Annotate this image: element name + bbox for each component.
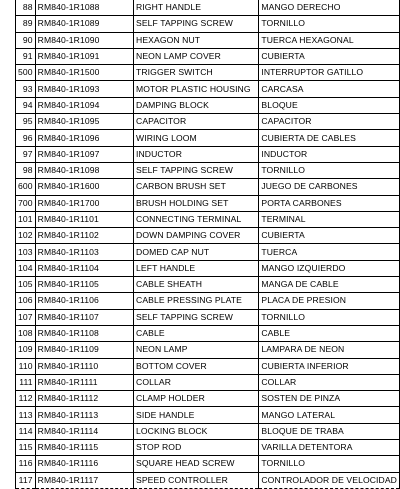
description-en-cell: CABLE [134,325,259,341]
description-es-cell: CUBIERTA [259,228,400,244]
description-es-cell: VARILLA DETENTORA [259,440,400,456]
part-code-cell: RM840-1R1107 [35,309,133,325]
part-code-cell: RM840-1R1102 [35,228,133,244]
part-code-cell: RM840-1R1090 [35,32,133,48]
part-code-cell: RM840-1R1114 [35,423,133,439]
part-code-cell: RM840-1R1106 [35,293,133,309]
description-en-cell: NEON LAMP [134,342,259,358]
part-number-cell: 98 [16,162,36,178]
part-code-cell: RM840-1R1112 [35,391,133,407]
part-number-cell: 93 [16,81,36,97]
table-row [16,65,400,81]
part-code-cell: RM840-1R1095 [35,114,133,130]
table-row [16,97,400,113]
part-number-cell: 96 [16,130,36,146]
description-en-cell: SPEED CONTROLLER [134,472,259,488]
description-en-cell: BOTTOM COVER [134,358,259,374]
description-en-cell: RIGHT HANDLE [134,0,259,16]
description-es-cell: PORTA CARBONES [259,195,400,211]
parts-table [15,0,400,489]
part-number-cell: 110 [16,358,36,374]
part-code-cell: RM840-1R1103 [35,244,133,260]
part-number-cell: 114 [16,423,36,439]
part-number-cell: 88 [16,0,36,16]
description-en-cell: DOMED CAP NUT [134,244,259,260]
part-number-cell: 97 [16,146,36,162]
description-en-cell: MOTOR PLASTIC HOUSING [134,81,259,97]
table-row [16,228,400,244]
description-es-cell: TUERCA [259,244,400,260]
description-es-cell: TUERCA HEXAGONAL [259,32,400,48]
description-en-cell: LOCKING BLOCK [134,423,259,439]
description-en-cell: SELF TAPPING SCREW [134,309,259,325]
description-en-cell: SELF TAPPING SCREW [134,162,259,178]
part-number-cell: 117 [16,472,36,488]
description-es-cell: MANGA DE CABLE [259,277,400,293]
part-code-cell: RM840-1R1109 [35,342,133,358]
description-es-cell: LAMPARA DE NEON [259,342,400,358]
part-number-cell: 108 [16,325,36,341]
part-number-cell: 106 [16,293,36,309]
part-code-cell: RM840-1R1098 [35,162,133,178]
description-es-cell: MANGO IZQUIERDO [259,260,400,276]
description-en-cell: STOP ROD [134,440,259,456]
description-en-cell: SIDE HANDLE [134,407,259,423]
description-en-cell: COLLAR [134,374,259,390]
table-row [16,244,400,260]
part-code-cell: RM840-1R1088 [35,0,133,16]
table-row [16,48,400,64]
description-es-cell: MANGO DERECHO [259,0,400,16]
description-es-cell: CABLE [259,325,400,341]
description-en-cell: WIRING LOOM [134,130,259,146]
table-row [16,81,400,97]
part-number-cell: 103 [16,244,36,260]
part-number-cell: 95 [16,114,36,130]
table-row [16,162,400,178]
description-en-cell: CABLE PRESSING PLATE [134,293,259,309]
part-code-cell: RM840-1R1111 [35,374,133,390]
table-row [16,325,400,341]
part-code-cell: RM840-1R1110 [35,358,133,374]
description-es-cell: JUEGO DE CARBONES [259,179,400,195]
part-number-cell: 105 [16,277,36,293]
description-en-cell: DAMPING BLOCK [134,97,259,113]
table-row [16,456,400,472]
part-number-cell: 112 [16,391,36,407]
part-number-cell: 94 [16,97,36,113]
part-code-cell: RM840-1R1091 [35,48,133,64]
description-es-cell: COLLAR [259,374,400,390]
description-en-cell: CABLE SHEATH [134,277,259,293]
description-en-cell: SQUARE HEAD SCREW [134,456,259,472]
description-en-cell: DOWN DAMPING COVER [134,228,259,244]
part-number-cell: 104 [16,260,36,276]
table-row [16,342,400,358]
table-row [16,293,400,309]
table-row [16,146,400,162]
table-row [16,407,400,423]
description-en-cell: CLAMP HOLDER [134,391,259,407]
table-row [16,130,400,146]
part-code-cell: RM840-1R1116 [35,456,133,472]
part-code-cell: RM840-1R1105 [35,277,133,293]
description-en-cell: CAPACITOR [134,114,259,130]
description-es-cell: INTERRUPTOR GATILLO [259,65,400,81]
table-row [16,114,400,130]
part-code-cell: RM840-1R1113 [35,407,133,423]
table-row [16,0,400,16]
description-es-cell: TERMINAL [259,211,400,227]
part-number-cell: 113 [16,407,36,423]
description-es-cell: INDUCTOR [259,146,400,162]
description-en-cell: CARBON BRUSH SET [134,179,259,195]
description-en-cell: BRUSH HOLDING SET [134,195,259,211]
description-en-cell: TRIGGER SWITCH [134,65,259,81]
table-row [16,16,400,32]
table-row [16,358,400,374]
part-code-cell: RM840-1R1500 [35,65,133,81]
description-en-cell: SELF TAPPING SCREW [134,16,259,32]
part-code-cell: RM840-1R1097 [35,146,133,162]
part-code-cell: RM840-1R1700 [35,195,133,211]
part-number-cell: 500 [16,65,36,81]
description-es-cell: BLOQUE [259,97,400,113]
part-number-cell: 600 [16,179,36,195]
part-code-cell: RM840-1R1101 [35,211,133,227]
description-es-cell: CUBIERTA [259,48,400,64]
description-es-cell: CARCASA [259,81,400,97]
part-number-cell: 90 [16,32,36,48]
part-number-cell: 91 [16,48,36,64]
part-number-cell: 115 [16,440,36,456]
part-code-cell: RM840-1R1115 [35,440,133,456]
description-es-cell: TORNILLO [259,16,400,32]
part-code-cell: RM840-1R1108 [35,325,133,341]
part-code-cell: RM840-1R1093 [35,81,133,97]
description-es-cell: BLOQUE DE TRABA [259,423,400,439]
description-en-cell: CONNECTING TERMINAL [134,211,259,227]
table-row [16,32,400,48]
description-en-cell: LEFT HANDLE [134,260,259,276]
part-number-cell: 111 [16,374,36,390]
part-code-cell: RM840-1R1104 [35,260,133,276]
description-en-cell: HEXAGON NUT [134,32,259,48]
table-row [16,440,400,456]
table-row [16,423,400,439]
part-number-cell: 89 [16,16,36,32]
description-es-cell: PLACA DE PRESION [259,293,400,309]
part-code-cell: RM840-1R1096 [35,130,133,146]
description-es-cell: CUBIERTA INFERIOR [259,358,400,374]
part-number-cell: 101 [16,211,36,227]
description-es-cell: TORNILLO [259,162,400,178]
table-row [16,260,400,276]
description-es-cell: CUBIERTA DE CABLES [259,130,400,146]
table-row [16,374,400,390]
table-row [16,277,400,293]
part-number-cell: 107 [16,309,36,325]
parts-table-body [16,0,400,488]
description-es-cell: TORNILLO [259,309,400,325]
part-number-cell: 109 [16,342,36,358]
part-code-cell: RM840-1R1094 [35,97,133,113]
description-es-cell: CAPACITOR [259,114,400,130]
description-es-cell: MANGO LATERAL [259,407,400,423]
description-es-cell: CONTROLADOR DE VELOCIDAD [259,472,400,488]
table-row [16,309,400,325]
description-es-cell: SOSTEN DE PINZA [259,391,400,407]
table-row [16,211,400,227]
table-row [16,391,400,407]
description-en-cell: NEON LAMP COVER [134,48,259,64]
table-row [16,179,400,195]
part-code-cell: RM840-1R1089 [35,16,133,32]
part-code-cell: RM840-1R1117 [35,472,133,488]
description-en-cell: INDUCTOR [134,146,259,162]
part-code-cell: RM840-1R1600 [35,179,133,195]
part-number-cell: 700 [16,195,36,211]
description-es-cell: TORNILLO [259,456,400,472]
part-number-cell: 102 [16,228,36,244]
part-number-cell: 116 [16,456,36,472]
table-row [16,195,400,211]
